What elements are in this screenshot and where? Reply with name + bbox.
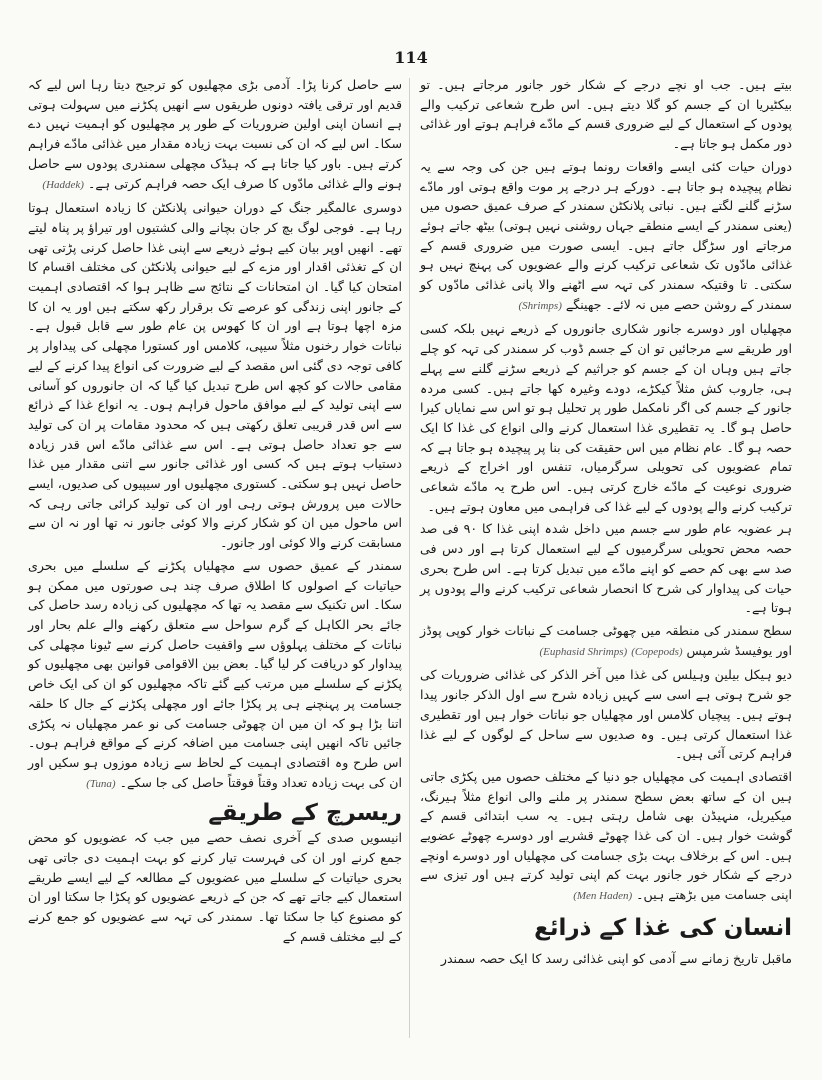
paragraph — [420, 157, 792, 317]
paragraph-text: سمندر کے عمیق حصوں سے مچھلیاں پکڑنے کے سلسلے میں بحری حیاتیات کے اصولوں کا اطلاق صرف چند ہی صورتوں میں ممکن ہو سکا۔ اس تکنیک سے مقصد یہ تھا کہ مچھلیوں کی زیادہ رسد حاصل کی جائے بحر الکاہل کے گرم سواحل سے متعلق رکھنے والے علم بحار اور نباتات کے مختلف پہلوؤں سے واقفیت حاصل کرنے سے ٹیونا مچھلی کی پیداوار کو دریافت کر لیا گیا۔ بعض بین الاقوامی قوانین بھی مچھلیوں کو پکڑنے کے سلسلے میں مرتب کیے گئے تاکہ مچھلیوں کو ان کی ایک خاص جسامت پر پہنچنے ہی پر پکڑا جائے اور مچھلی پکڑنے کے جال کا حلقہ اتنا بڑا ہو کہ ان میں ان چھوٹی جسامت کی نو عمر مچھلیاں نہ پکڑی جائیں تاکہ انھیں اپنی جسامت میں اضافہ کرنے کے مواقع فراہم ہوں۔ اس طرح وہ اقتصادی اہمیت کے لحاظ سے زیادہ موزوں ہو سکیں اور ان کی بہت زیادہ تعداد وقتاً فوقتاً حاصل کی جا سکے۔ — [28, 557, 402, 790]
left-column — [28, 75, 402, 950]
section-heading-food-sources: انسان کی غذا کے ذرائع — [534, 914, 792, 941]
paragraph — [420, 621, 792, 662]
paragraph — [420, 767, 792, 907]
paragraph: بیتے ہیں۔ جب او نچے درجے کے شکار خور جانور مرجاتے ہیں۔ تو بیکٹیریا ان کے جسم کو گلا دیتے ہیں۔ اس طرح شعاعی ترکیب والے پودوں کے استعمال کے لیے ضروری قسم کے مادّے فراہم ہوتے اور غذائی دور مکمل ہو جاتا ہے۔ — [420, 77, 792, 152]
research-section — [28, 798, 402, 828]
paragraph — [28, 556, 402, 794]
paragraph-text: دوران حیات کئی ایسے واقعات رونما ہوتے ہیں جن کی وجہ سے یہ نظام پیچیدہ ہو جاتا ہے۔ دورکے ہر درجے پر موت واقع ہوتی اور مادّے سڑنے گلنے لگتے ہیں۔ نباتی پلانکٹن سمندر کے صرف عمیق حصوں میں (یعنی سمندر کے ایسے منطقے جہاں روشنی نہیں ہوتی) بیٹھ جاتے ہوئے مرجاتے اور سڑگل جاتے ہیں۔ ایسی صورت میں ضروری قسم کے غذائی مادّوں تک شعاعی ترکیب کرنے والے عضویوں کی پہنچ نہیں ہو سکتی۔ تا وقتیکہ سمندر کی تہہ سے اٹھنے والا پانی غذائی مادّوں کو سمندر کے روشن حصے میں نہ لائے۔ جھینگے — [420, 158, 792, 312]
latin-term-haddek: (Haddek) — [42, 178, 84, 191]
paragraph: دوسری عالمگیر جنگ کے دوران حیوانی پلانکٹن کا زیادہ استعمال ہوتا رہا ہے۔ فوجی لوگ بچ کر جان بچانے والی کشتیوں اور تیراؤ پر پناہ لیتے تھے۔ انھیں اوپر بیان کیے ہوئے ذریعے سے اپنی غذا حاصل کرنی پڑتی تھی ان کے تغذئی اقدار اور مزے کے لیے حیوانی پلانکٹن کی مختلف اقسام کا امتحان کیا گیا۔ ان امتحانات کے نتائج سے ظاہر ہوا کہ اقتصادی اہمیت کے جانور اپنی زندگی کو عرصے تک برقرار رکھ سکتے ہیں اور یہ ان کا مزہ اچھا ہوتا ہے اور ان کا کھوس پن عام طور سے قابل قبول ہے۔ نباتات خوار رخنوں مثلاً سیپی، کلامس اور کستورا مچھلی کی پیداوار پر کافی توجہ دی گئی اس مقصد کے لیے ضرورت کی انواع پیدا کرنے کے لیے مقامی حالات کو کچھ اس طرح تبدیل کیا گیا کہ ان جانوروں کو آسانی سے اپنی تولید کے لیے موافق ماحول فراہم ہوں۔ یہ انواع غذا کے ذرائع سے اس قدر قریبی تعلق رکھتی ہیں کہ محدود مقامات پر ان کی تولید سے جو تعداد حاصل ہوتی ہے۔ اس سے غذائی مادّے اس قدر زیادہ دستیاب ہوتے ہیں کہ کسی اور غذائی جانور سے اتنی مقدار میں غذا حاصل نہیں ہو سکتی۔ کستوری مچھلیوں اور سیپیوں کی صدیوں، ایسے حالات میں پرورش ہوتی رہی اور ان کی تولید کرائی جاتی رہی کہ اس ماحول میں ان کو شکار کرنے والا کوئی جانور نہ تھا اور نہ ان سے مسابقت کرنے والا کوئی اور جانور۔ — [28, 200, 402, 551]
section-intro: ماقبل تاریخ زمانے سے آدمی کو اپنی غذائی رسد کا ایک حصہ سمندر — [440, 950, 792, 966]
latin-term-tuna: (Tuna) — [86, 777, 116, 790]
paragraph: دیو ہیکل بیلین وہیلس کی غذا میں آخر الذکر کی غذائی ضروریات کی جو شرح ہوتی ہے اسی سے کہیں زیادہ شرح سے اول الذکر جانور پیدا ہوتے ہیں۔ پیچیاں کلامس اور مچھلیاں جو نباتات خوار ہیں اور تقطیری غذا استعمال کرتی ہیں۔ وہ صدیوں سے ساحل کے لوگوں کے لیے غذا فراہم کرتی آئی ہیں۔ — [420, 667, 792, 762]
paragraph: ہر عضویہ عام طور سے جسم میں داخل شدہ اپنی غذا کا ۹۰ فی صد حصہ محض تحویلی سرگرمیوں کے لیے استعمال کرتا ہے اور دس فی صد سے بھی کم حصے کو اپنے مادّے میں تبدیل کرتا ہے۔ اس طرح بحری حیات کی پیداوار کی شرح کا انحصار شعاعی ترکیب کرنے والے پودوں پر ہوتا ہے۔ — [420, 521, 793, 616]
column-divider — [409, 78, 410, 1038]
paragraph — [28, 75, 402, 195]
section-heading-research-methods: ریسرچ کے طریقے — [208, 800, 402, 827]
latin-term-menhaden: (Men Haden) — [573, 890, 633, 903]
right-column — [420, 75, 792, 968]
latin-term-shrimps: (Shrimps) — [518, 299, 562, 312]
page-number: 114 — [394, 48, 428, 67]
latin-term-euphausid: (Euphasid Shrimps) — [539, 645, 628, 658]
paragraph-text: سے حاصل کرنا پڑا۔ آدمی بڑی مچھلیوں کو ترجیح دیتا رہا اس لیے کہ قدیم اور ترقی یافتہ دونوں طریقوں سے انھیں پکڑنے میں سہولت ہوتی ہے انسان اپنی اولین ضروریات کے طور پر مچھلیوں کو اہمیت نہیں دے سکا۔ اس لیے کہ ان کی نسبت بہت زیادہ مقدار میں غذائی مادّے فراہم کرتے ہیں۔ باور کیا جاتا ہے کہ ہیڈک مچھلی سمندری پودوں سے حاصل ہونے والے غذائی مادّوں کا صرف ایک حصہ فراہم کرتی ہے۔ — [28, 77, 402, 191]
paragraph-text: سطح سمندر کی منطقہ میں چھوٹی جسامت کے نباتات خوار کوپی پوڈز اور یوفیسڈ شرمپس — [420, 622, 792, 658]
paragraph: انیسویں صدی کے آخری نصف حصے میں جب کہ عضویوں کو محض جمع کرنے اور ان کی فہرست تیار کرنے کو بہت اہمیت دی جاتی تھی بحری حیاتیات کے سلسلے میں عضویوں کے مطالعہ کے لیے ایسے طریقے استعمال کیے جاتے تھے کہ جن کے ذریعے عضویوں کو پکڑا جا سکتا اور ان کو مصنوع کیا جا سکتا تھا۔ سمندر کی تہہ سے عضویوں کو جمع کرنے کے لیے مختلف قسم کے — [28, 830, 402, 944]
paragraph-text: اقتصادی اہمیت کی مچھلیاں جو دنیا کے مختلف حصوں میں پکڑی جاتی ہیں ان کے ساتھ بعض سطح سمندر پر ملنے والی انواع مثلاً ہیرنگ، میکیریل، منہیڈن بھی شامل رہتی ہیں۔ یہ سب ابتدائی قسم کے گوشت خوار ہیں۔ ان کی غذا چھوٹے قشریے اور دوسرے چھوٹے عضویے ہیں۔ اس کے برخلاف بہت بڑی جسامت کی مچھلیاں اور دوسرے اونچے درجے کے شکار خور جانور بہت کم اپنی تولید کرتے ہیں اور تیزی سے اپنی جسامت میں بڑھتے ہیں۔ — [420, 768, 792, 903]
latin-term-copepods: (Copepods) — [631, 645, 683, 658]
paragraph: مچھلیاں اور دوسرے جانور شکاری جانوروں کے ذریعے نہیں بلکہ کسی اور طریقے سے مرجائیں تو ان کے جسم ڈوب کر سمندر کی تہہ کو چلے جاتے ہیں وہاں ان کے جسم کو جراثیم کے ذریعے سڑنے گلنے سے پہلے ہی، جاروب کش مثلاً کیکڑے، دودے وغیرہ کھا جاتے ہیں۔ کسی مردہ جانور کے جسم کی اگر نامکمل طور پر تحلیل ہو تو اس سے نمایاں کیرا حاصل ہو گا۔ یہ تقطیری غذا استعمال کرنے والی انواع کی غذا کا ایک حصہ ہو گا۔ عام نظام میں اس حقیقت کی بنا پر پیچیدہ ہو جاتا ہے کہ تمام عضویوں کی تحویلی سرگرمیاں، تنفس اور اخراج کے ذریعے ضروری نوعیت کے مادّے خارج کرتی ہیں۔ اس طرح یہ مادّے شعاعی ترکیب کرنے والے پودوں کے لیے غذا کی فراہمی میں معاون ہوتے ہیں۔ — [420, 321, 792, 514]
